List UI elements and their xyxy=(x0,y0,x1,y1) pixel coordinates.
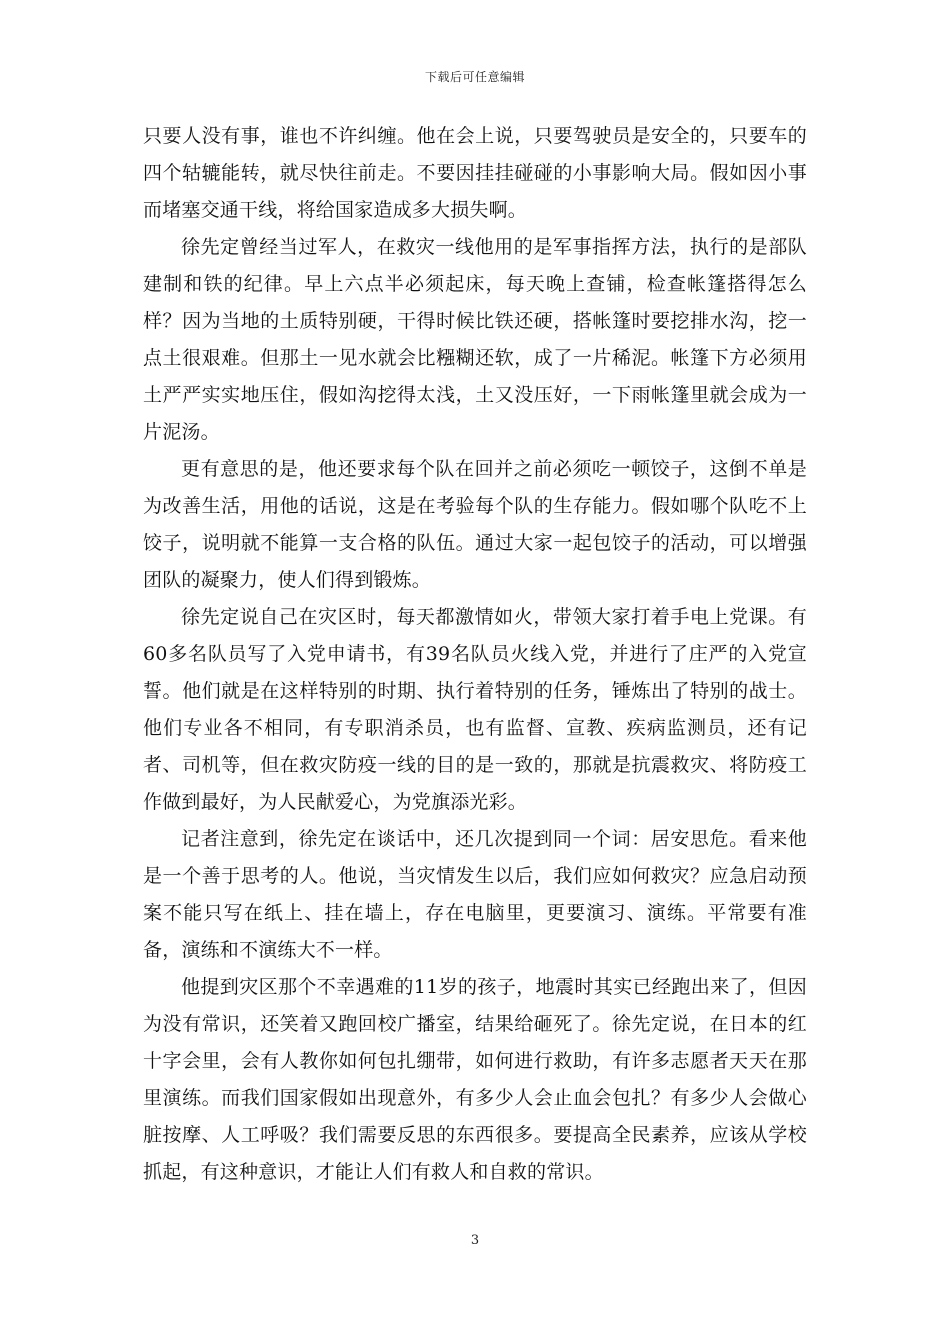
body-text xyxy=(143,118,807,1191)
page-header: 下载后可任意编辑 xyxy=(424,70,525,84)
paragraph: 徐先定说自己在灾区时，每天都激情如火，带领大家打着手电上党课。有60多名队员写了入党申请书，有39名队员火线入党，并进行了庄严的入党宣誓。他们就是在这样特别的时期、执行着特别的任务，锤炼出了特别的战士。他们专业各不相同，有专职消杀员，也有监督、宣教、疾病监测员，还有记者、司机等，但在救灾防疫一线的目的是一致的，那就是抗震救灾、将防疫工作做到最好，为人民献爱心，为党旗添光彩。 xyxy=(143,606,807,813)
paragraph: 记者注意到，徐先定在谈话中，还几次提到同一个词：居安思危。看来他是一个善于思考的人。他说，当灾情发生以后，我们应如何救灾？应急启动预案不能只写在纸上、挂在墙上，存在电脑里，更要演习、演练。平常要有准备，演练和不演练大不一样。 xyxy=(143,828,807,961)
paragraph: 更有意思的是，他还要求每个队在回并之前必须吃一顿饺子，这倒不单是为改善生活，用他的话说，这是在考验每个队的生存能力。假如哪个队吃不上饺子，说明就不能算一支合格的队伍。通过大家一起包饺子的活动，可以增强团队的凝聚力，使人们得到锻炼。 xyxy=(143,458,807,591)
paragraph: 只要人没有事，谁也不许纠缠。他在会上说，只要驾驶员是安全的，只要车的四个轱辘能转，就尽快往前走。不要因挂挂碰碰的小事影响大局。假如因小事而堵塞交通干线，将给国家造成多大损失啊。 xyxy=(143,125,807,221)
paragraph: 徐先定曾经当过军人，在救灾一线他用的是军事指挥方法，执行的是部队建制和铁的纪律。早上六点半必须起床，每天晚上查铺，检查帐篷搭得怎么样？因为当地的土质特别硬，干得时候比铁还硬，搭帐篷时要挖排水沟，挖一点土很艰难。但那土一见水就会比糨糊还软，成了一片稀泥。帐篷下方必须用土严严实实地压住，假如沟挖得太浅，土又没压好，一下雨帐篷里就会成为一片泥汤。 xyxy=(143,236,807,443)
paragraph: 他提到灾区那个不幸遇难的11岁的孩子，地震时其实已经跑出来了，但因为没有常识，还笑着又跑回校广播室，结果给砸死了。徐先定说，在日本的红十字会里，会有人教你如何包扎绷带，如何进行救助，有许多志愿者天天在那里演练。而我们国家假如出现意外，有多少人会止血会包扎？有多少人会做心脏按摩、人工呼吸？我们需要反思的东西很多。要提高全民素养，应该从学校抓起，有这种意识，才能让人们有救人和自救的常识。 xyxy=(143,976,807,1183)
page-number: 3 xyxy=(470,1233,480,1248)
